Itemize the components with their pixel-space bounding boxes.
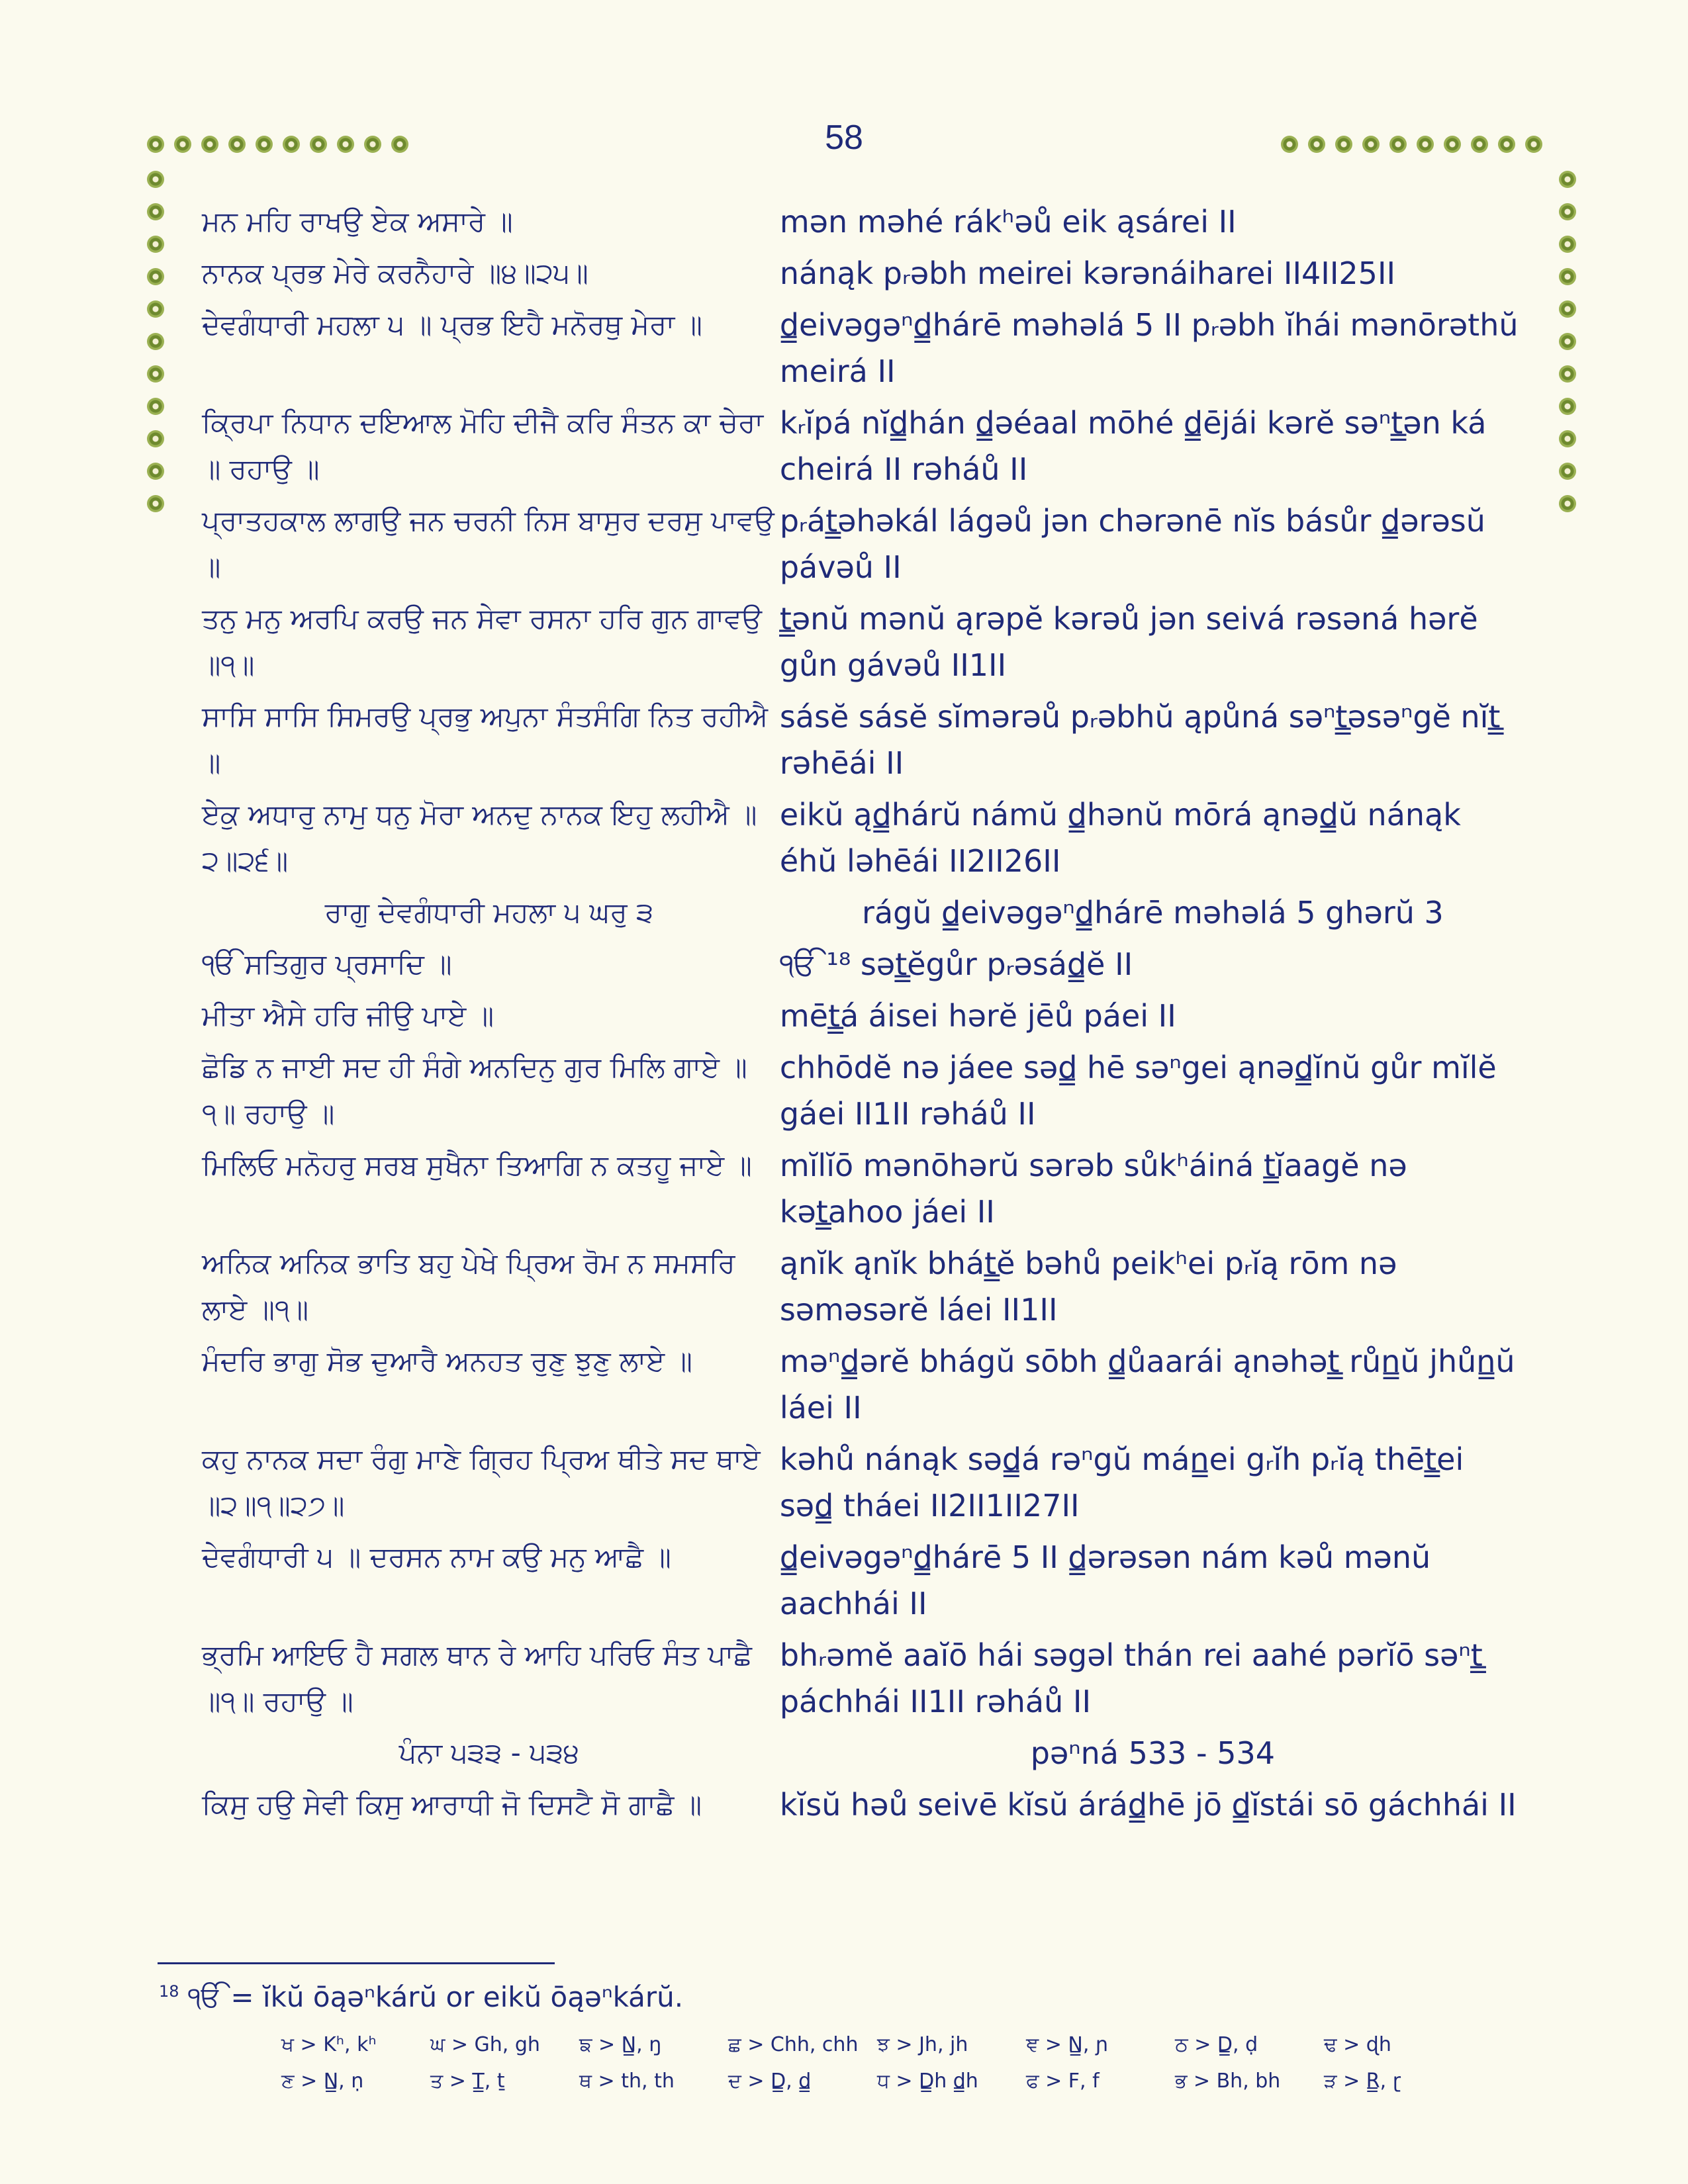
footnote-text: ੴ = ĭkŭ ōąəⁿkárŭ or eikŭ ōąəⁿkárŭ.: [187, 1981, 684, 2013]
flower-ornament-icon: [1281, 136, 1298, 153]
flower-ornament-icon: [147, 495, 164, 512]
flower-ornament-icon: [147, 236, 164, 253]
flower-ornament-icon: [391, 136, 408, 153]
transliteration-text: kĭsŭ həů seivē kĭsŭ árád̳hē jō d̳ĭstái sō gáchhái II: [779, 1787, 1517, 1823]
flower-ornament-icon: [1559, 463, 1576, 480]
transliteration-text: rágŭ d̳eivəgəⁿd̳hárē məhəlá 5 ghərŭ 3: [862, 895, 1444, 931]
gurmukhi-text: ਮੀਤਾ ਐਸੇ ਹਰਿ ਜੀਉ ਪਾਏ ॥: [202, 999, 494, 1032]
gurmukhi-text: ਅਨਿਕ ਅਨਿਕ ਭਾਤਿ ਬਹੁ ਪੇਖੇ ਪ੍ਰਿਅ ਰੋਮ ਨ ਸਮਸਰਿ ਲਾਏ ॥੧॥: [202, 1247, 735, 1326]
gurmukhi-text: ੴ ਸਤਿਗੁਰ ਪ੍ਰਸਾਦਿ ॥: [202, 948, 452, 980]
verse-row: [202, 400, 1526, 492]
flower-ornament-icon: [147, 136, 164, 153]
flower-ornament-icon: [1444, 136, 1461, 153]
flower-ornament-icon: [1335, 136, 1352, 153]
flower-ornament-icon: [1308, 136, 1325, 153]
transliteration-text: chhōdĕ nə jáee səd̳ hē səⁿgei ąnəd̳ĭnŭ gůr mĭlĕ gáei II1II rəháů II: [779, 1050, 1497, 1132]
flower-ornament-icon: [147, 300, 164, 318]
verse-row: [202, 941, 1526, 987]
gurmukhi-text: ਰਾਗੁ ਦੇਵਗੰਧਾਰੀ ਮਹਲਾ ੫ ਘਰੁ ੩: [324, 896, 654, 929]
verse-rows: [202, 199, 1526, 1833]
legend-entry: ਖ > Kʰ, kʰ: [281, 2033, 377, 2056]
transliteration-text: d̳eivəgəⁿd̳hárē 5 II d̳ərəsən nám kəů mənŭ aachhái II: [779, 1539, 1431, 1621]
flower-ornament-icon: [1559, 398, 1576, 415]
transliteration-text: məⁿd̳ərĕ bhágŭ sōbh d̳ůaarái ąnəhət̳ růn̳ŭ jhůn̳ŭ láei II: [779, 1343, 1515, 1426]
legend-entry: ਣ > N̳, ṇ: [281, 2070, 364, 2093]
gurmukhi-text: ਮੰਦਰਿ ਭਾਗੁ ਸੋਭ ਦੁਆਰੈ ਅਨਹਤ ਰੁਣੁ ਝੁਣੁ ਲਾਏ ॥: [202, 1345, 692, 1377]
gurmukhi-text: ਦੇਵਗੰਧਾਰੀ ਮਹਲਾ ੫ ॥ ਪ੍ਰਭ ਇਹੈ ਮਨੋਰਥੁ ਮੇਰਾ ॥: [202, 308, 702, 341]
flower-ornament-icon: [1559, 365, 1576, 383]
verse-row: [202, 993, 1526, 1039]
flower-ornament-icon: [174, 136, 191, 153]
transliteration-text: pᵣát̳əhəkál lágəů jən chərənē nĭs básůr d̳ərəsŭ pávəů II: [779, 503, 1485, 585]
flower-ornament-icon: [1559, 333, 1576, 350]
legend-entry: ਤ > T̳, ṯ: [430, 2070, 505, 2093]
legend-entry: ਢ > ɖh: [1324, 2033, 1391, 2056]
transliteration-text: mēt̳á áisei hərĕ jēů páei II: [779, 998, 1176, 1034]
transliteration-text: pəⁿná 533 - 534: [1030, 1735, 1276, 1771]
verse-row: [202, 498, 1526, 590]
page-number: 58: [825, 118, 863, 157]
flower-border-top-left: [147, 136, 408, 162]
gurmukhi-text: ਮਨ ਮਹਿ ਰਾਖਉ ਏਕ ਅਸਾਰੇ ॥: [202, 205, 513, 238]
flower-ornament-icon: [147, 365, 164, 383]
verse-row: [202, 596, 1526, 688]
verse-row: [202, 1142, 1526, 1235]
gurmukhi-text: ਦੇਵਗੰਧਾਰੀ ੫ ॥ ਦਰਸਨ ਨਾਮ ਕਉ ਮਨੁ ਆਛੈ ॥: [202, 1541, 671, 1573]
transliteration-text: t̳ənŭ mənŭ ąrəpĕ kərəů jən seivá rəsəná hərĕ gůn gávəů II1II: [779, 601, 1478, 683]
flower-ornament-icon: [1559, 268, 1576, 285]
gurmukhi-text: ਮਿਲਿਓ ਮਨੋਹਰੁ ਸਰਬ ਸੁਖੈਨਾ ਤਿਆਗਿ ਨ ਕਤਹੂ ਜਾਏ ॥: [202, 1149, 752, 1181]
flower-border-right: [1559, 171, 1585, 512]
flower-ornament-icon: [228, 136, 246, 153]
flower-ornament-icon: [1362, 136, 1380, 153]
section-heading-row: [202, 889, 1526, 936]
verse-row: [202, 1044, 1526, 1137]
transliteration-text: mən məhé rákʰəů eik ąsárei II: [779, 204, 1237, 240]
legend-entry: ਛ > Chh, chh: [728, 2033, 859, 2056]
transliteration-text: ąnĭk ąnĭk bhát̳ĕ bəhů peikʰei pᵣĭą rōm nə səməsərĕ láei II1II: [779, 1246, 1397, 1328]
flower-ornament-icon: [1471, 136, 1488, 153]
transliteration-text: eikŭ ąd̳hárŭ námŭ d̳hənŭ mōrá ąnəd̳ŭ nánąk éhŭ ləhēái II2II26II: [779, 797, 1461, 879]
legend-entry: ਝ > Jh, jh: [877, 2033, 968, 2056]
verse-row: [202, 1240, 1526, 1333]
gurmukhi-text: ਨਾਨਕ ਪ੍ਰਭ ਮੇਰੇ ਕਰਨੈਹਾਰੇ ॥੪॥੨੫॥: [202, 257, 588, 289]
gurmukhi-text: ਕਿਸੁ ਹਉ ਸੇਵੀ ਕਿਸੁ ਆਰਾਧੀ ਜੋ ਦਿਸਟੈ ਸੋ ਗਾਛੈ ॥: [202, 1788, 702, 1821]
transliteration-text: bhᵣəmĕ aaĭō hái səgəl thán rei aahé pərĭō səⁿt̳ páchhái II1II rəháů II: [779, 1637, 1483, 1719]
gurmukhi-text: ਕਹੁ ਨਾਨਕ ਸਦਾ ਰੰਗੁ ਮਾਣੇ ਗ੍ਰਿਹ ਪ੍ਰਿਅ ਥੀਤੇ ਸਦ ਥਾਏ ॥੨॥੧॥੨੭॥: [202, 1443, 761, 1522]
verse-row: [202, 1632, 1526, 1725]
section-heading-row: [202, 1730, 1526, 1776]
flower-ornament-icon: [283, 136, 300, 153]
flower-ornament-icon: [147, 398, 164, 415]
flower-ornament-icon: [1525, 136, 1542, 153]
transliteration-text: mĭlĭō mənōhərŭ sərəb sůkʰáiná t̳ĭaagĕ nə kət̳ahoo jáei II: [779, 1148, 1407, 1230]
transliteration-text: nánąk pᵣəbh meirei kərənáiharei II4II25II: [779, 255, 1396, 291]
transliteration-text: kəhů nánąk səd̳á rəⁿgŭ mán̳ei gᵣĭh pᵣĭą thēt̳ei səd̳ tháei II2II1II27II: [779, 1441, 1464, 1524]
footnote-rule: [158, 1962, 555, 1964]
flower-ornament-icon: [147, 203, 164, 220]
flower-ornament-icon: [1559, 236, 1576, 253]
flower-ornament-icon: [147, 430, 164, 447]
flower-ornament-icon: [256, 136, 273, 153]
gurmukhi-text: ਤਨੁ ਮਨੁ ਅਰਪਿ ਕਰਉ ਜਨ ਸੇਵਾ ਰਸਨਾ ਹਰਿ ਗੁਨ ਗਾਵਉ ॥੧॥: [202, 602, 762, 681]
gurmukhi-text: ਏਕੁ ਅਧਾਰੁ ਨਾਮੁ ਧਨੁ ਮੋਰਾ ਅਨਦੁ ਨਾਨਕ ਇਹੁ ਲਹੀਐ ॥੨॥੨੬॥: [202, 798, 757, 877]
flower-ornament-icon: [1559, 300, 1576, 318]
legend-entry: ਦ > D̳, d̳: [728, 2070, 812, 2093]
footnote-marker: 18: [159, 1982, 179, 2001]
flower-ornament-icon: [201, 136, 218, 153]
flower-ornament-icon: [1498, 136, 1515, 153]
flower-ornament-icon: [364, 136, 381, 153]
flower-ornament-icon: [1389, 136, 1407, 153]
gurmukhi-text: ਪ੍ਰਾਤਹਕਾਲ ਲਾਗਉ ਜਨ ਚਰਨੀ ਨਿਸ ਬਾਸੁਰ ਦਰਸੁ ਪਾਵਉ ॥: [202, 504, 774, 583]
verse-row: [202, 1436, 1526, 1529]
legend-entry: ਭ > Bh, bh: [1175, 2070, 1281, 2093]
legend-entry: ਙ > N̳, ŋ: [579, 2033, 662, 2056]
flower-ornament-icon: [147, 463, 164, 480]
flower-ornament-icon: [147, 171, 164, 188]
flower-ornament-icon: [1417, 136, 1434, 153]
verse-row: [202, 694, 1526, 786]
flower-ornament-icon: [1559, 430, 1576, 447]
flower-border-top-right: [1281, 136, 1542, 162]
verse-row: [202, 1534, 1526, 1627]
legend-entry: ੜ > R̳, ɽ: [1324, 2070, 1401, 2093]
flower-ornament-icon: [310, 136, 327, 153]
flower-ornament-icon: [147, 333, 164, 350]
legend-entry: ਠ > D̳, ḍ: [1175, 2033, 1258, 2056]
transliteration-text: sásĕ sásĕ sĭmərəů pᵣəbhŭ ąpůná səⁿt̳əsəⁿgĕ nĭt̳ rəhēái II: [779, 699, 1501, 781]
flower-ornament-icon: [1559, 203, 1576, 220]
transliteration-text: kᵣĭpá nĭd̳hán d̳əéaal mōhé d̳ējái kərĕ səⁿt̳ən ká cheirá II rəháů II: [779, 405, 1487, 487]
legend-entry: ਥ > th, th: [579, 2070, 675, 2093]
verse-row: [202, 1782, 1526, 1828]
flower-ornament-icon: [1559, 495, 1576, 512]
gurmukhi-text: ਭ੍ਰਮਿ ਆਇਓ ਹੈ ਸਗਲ ਥਾਨ ਰੇ ਆਹਿ ਪਰਿਓ ਸੰਤ ਪਾਛੈ ॥੧॥ ਰਹਾਉ ॥: [202, 1639, 752, 1717]
legend-entry: ਧ > D̳h d̳h: [877, 2070, 978, 2093]
legend-entry: ਘ > Gh, gh: [430, 2033, 540, 2056]
gurmukhi-text: ਸਾਸਿ ਸਾਸਿ ਸਿਮਰਉ ਪ੍ਰਭੁ ਅਪੁਨਾ ਸੰਤਸੰਗਿ ਨਿਤ ਰਹੀਐ ॥: [202, 700, 768, 779]
footnote: [159, 1981, 683, 2014]
gurmukhi-text: ਕ੍ਰਿਪਾ ਨਿਧਾਨ ਦਇਆਲ ਮੋਹਿ ਦੀਜੈ ਕਰਿ ਸੰਤਨ ਕਾ ਚੇਰਾ ॥ ਰਹਾਉ ॥: [202, 406, 764, 485]
flower-ornament-icon: [337, 136, 354, 153]
legend-entry: ਞ > N̳, ɲ: [1026, 2033, 1109, 2056]
verse-row: [202, 1338, 1526, 1431]
gurmukhi-text: ਛੋਡਿ ਨ ਜਾਈ ਸਦ ਹੀ ਸੰਗੇ ਅਨਦਿਨੁ ਗੁਰ ਮਿਲਿ ਗਾਏ ॥੧॥ ਰਹਾਉ ॥: [202, 1051, 747, 1130]
flower-ornament-icon: [1559, 171, 1576, 188]
verse-row: [202, 302, 1526, 394]
legend-entry: ਫ > F, f: [1026, 2070, 1100, 2093]
verse-row: [202, 250, 1526, 296]
transliteration-text: d̳eivəgəⁿd̳hárē məhəlá 5 II pᵣəbh ĭhái mənōrəthŭ meirá II: [779, 307, 1519, 389]
verse-row: [202, 792, 1526, 884]
gurmukhi-text: ਪੰਨਾ ੫੩੩ - ੫੩੪: [399, 1737, 580, 1769]
verse-row: [202, 199, 1526, 245]
flower-border-left: [147, 171, 173, 512]
flower-ornament-icon: [147, 268, 164, 285]
transliteration-legend: [281, 2033, 1473, 2093]
transliteration-text: ੴ ¹⁸ sət̳ĕgůr pᵣəsád̳ĕ II: [779, 946, 1133, 982]
